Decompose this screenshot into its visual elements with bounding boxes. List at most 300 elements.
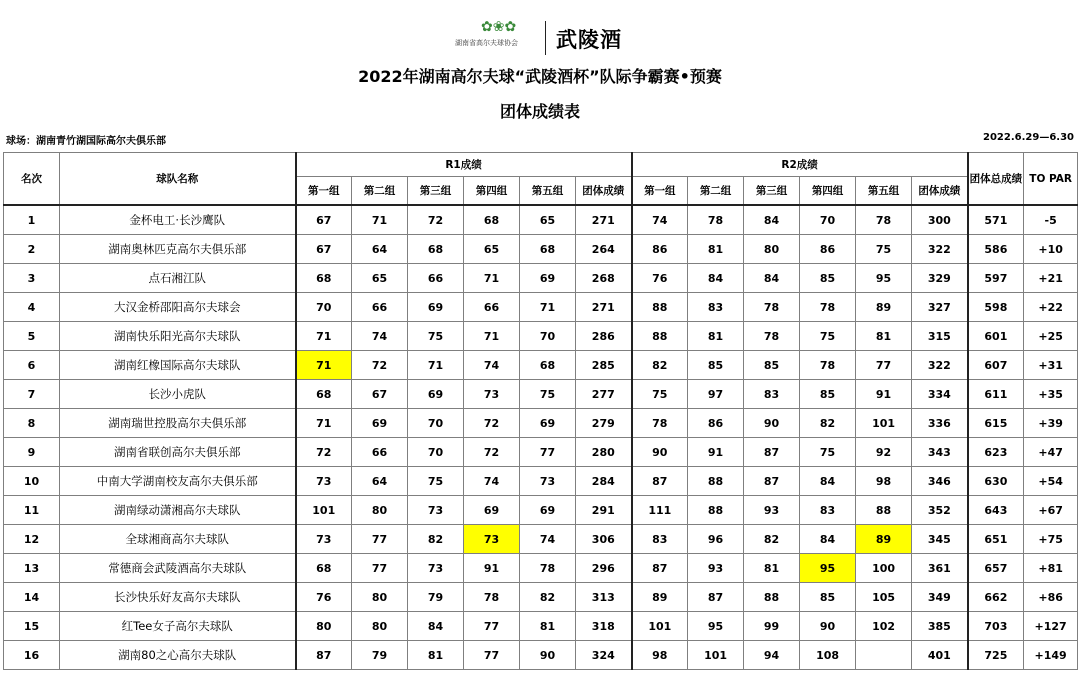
r1-group-score-cell: 77 — [352, 554, 408, 583]
r2-group-score-cell: 83 — [800, 496, 856, 525]
r2-group-score-cell: 88 — [632, 322, 688, 351]
table-row — [4, 293, 1078, 322]
r2-group-score-cell: 85 — [800, 380, 856, 409]
r1-group-score-cell: 73 — [408, 496, 464, 525]
team-name-cell: 红Tee女子高尔夫球队 — [60, 612, 296, 641]
r1-group-score-cell: 73 — [464, 525, 520, 554]
to-par-cell: +47 — [1024, 438, 1078, 467]
r1-group-score-cell: 73 — [464, 380, 520, 409]
r2-group-score-cell: 75 — [800, 438, 856, 467]
r1-group-score-cell: 64 — [352, 467, 408, 496]
r2-group-score-cell: 88 — [688, 496, 744, 525]
r2-group-score-cell: 90 — [632, 438, 688, 467]
total-score-cell: 703 — [968, 612, 1024, 641]
r2-group-score-cell: 77 — [856, 351, 912, 380]
r1-group-score-cell: 73 — [296, 467, 352, 496]
header-total: 团体总成绩 — [968, 153, 1024, 206]
total-score-cell: 630 — [968, 467, 1024, 496]
rank-cell: 3 — [4, 264, 60, 293]
r1-team-score-cell: 271 — [576, 205, 632, 235]
r1-group-score-cell: 71 — [464, 322, 520, 351]
association-logo-text: 湖南省高尔夫球协会 — [455, 39, 518, 47]
r2-group-score-cell: 82 — [800, 409, 856, 438]
r1-group-score-cell: 71 — [520, 293, 576, 322]
r1-team-score-cell: 286 — [576, 322, 632, 351]
r2-group-score-cell: 98 — [632, 641, 688, 670]
date-label: 2022.6.29—6.30 — [983, 132, 1074, 143]
r2-group-score-cell: 95 — [688, 612, 744, 641]
total-score-cell: 601 — [968, 322, 1024, 351]
total-score-cell: 662 — [968, 583, 1024, 612]
rank-cell: 2 — [4, 235, 60, 264]
logo-divider — [545, 21, 546, 55]
r2-group-score-cell: 91 — [688, 438, 744, 467]
r2-group-score-cell: 97 — [688, 380, 744, 409]
rank-cell: 12 — [4, 525, 60, 554]
r1-group-score-cell: 72 — [352, 351, 408, 380]
r1-team-score-cell: 264 — [576, 235, 632, 264]
r1-group-score-cell: 75 — [520, 380, 576, 409]
r1-team-score-cell: 313 — [576, 583, 632, 612]
r1-group-score-cell: 77 — [464, 612, 520, 641]
r2-group-score-cell: 83 — [744, 380, 800, 409]
venue-label: 球场：湖南青竹湖国际高尔夫俱乐部 — [6, 136, 166, 147]
r2-team-score-cell: 345 — [912, 525, 968, 554]
r2-group-score-cell: 89 — [856, 525, 912, 554]
team-name-cell: 金杯电工·长沙鹰队 — [60, 205, 296, 235]
to-par-cell: +31 — [1024, 351, 1078, 380]
to-par-cell: +54 — [1024, 467, 1078, 496]
r1-group-score-cell: 65 — [520, 205, 576, 235]
rank-cell: 10 — [4, 467, 60, 496]
r2-group-score-cell: 94 — [744, 641, 800, 670]
r2-group-score-cell: 85 — [744, 351, 800, 380]
table-row — [4, 467, 1078, 496]
r2-group-score-cell: 90 — [800, 612, 856, 641]
r1-group-score-cell: 82 — [408, 525, 464, 554]
r1-group-score-cell: 68 — [296, 264, 352, 293]
r2-group-score-cell: 88 — [856, 496, 912, 525]
r1-group-score-cell: 65 — [464, 235, 520, 264]
r2-group-score-cell: 81 — [688, 235, 744, 264]
r1-group-score-cell: 70 — [408, 438, 464, 467]
r2-group-header: 第三组 — [744, 177, 800, 206]
rank-cell: 13 — [4, 554, 60, 583]
r2-group-score-cell: 75 — [856, 235, 912, 264]
r1-group-score-cell: 74 — [464, 467, 520, 496]
r1-group-score-cell: 80 — [352, 612, 408, 641]
r2-group-score-cell: 78 — [744, 293, 800, 322]
r1-group-score-cell: 76 — [296, 583, 352, 612]
r2-group-score-cell: 86 — [688, 409, 744, 438]
to-par-cell: +149 — [1024, 641, 1078, 670]
r2-group-score-cell: 100 — [856, 554, 912, 583]
r2-group-score-cell: 78 — [688, 205, 744, 235]
to-par-cell: +21 — [1024, 264, 1078, 293]
r2-group-score-cell: 70 — [800, 205, 856, 235]
table-row — [4, 205, 1078, 235]
total-score-cell: 586 — [968, 235, 1024, 264]
r1-group-score-cell: 66 — [352, 438, 408, 467]
page-title: 2022年湖南高尔夫球“武陵酒杯”队际争霸赛•预赛 — [358, 67, 722, 86]
team-name-cell: 长沙快乐好友高尔夫球队 — [60, 583, 296, 612]
page-subtitle: 团体成绩表 — [499, 102, 580, 121]
r2-team-score-cell: 322 — [912, 351, 968, 380]
r1-group-score-cell: 73 — [408, 554, 464, 583]
r2-group-score-cell: 82 — [744, 525, 800, 554]
r2-team-score-cell: 361 — [912, 554, 968, 583]
total-score-cell: 643 — [968, 496, 1024, 525]
r2-team-score-cell: 346 — [912, 467, 968, 496]
to-par-cell: -5 — [1024, 205, 1078, 235]
rank-cell: 1 — [4, 205, 60, 235]
r2-group-score-cell: 95 — [856, 264, 912, 293]
rank-cell: 16 — [4, 641, 60, 670]
r2-group-score-cell: 84 — [744, 205, 800, 235]
r1-team-score-cell: 318 — [576, 612, 632, 641]
r2-group-score-cell: 76 — [632, 264, 688, 293]
r2-group-score-cell: 87 — [744, 467, 800, 496]
r2-team-score-cell: 315 — [912, 322, 968, 351]
to-par-cell: +39 — [1024, 409, 1078, 438]
r1-group-score-cell: 75 — [408, 322, 464, 351]
r2-group-score-cell: 102 — [856, 612, 912, 641]
table-row — [4, 612, 1078, 641]
r1-team-score-cell: 277 — [576, 380, 632, 409]
to-par-cell: +10 — [1024, 235, 1078, 264]
r2-group-score-cell: 78 — [800, 351, 856, 380]
to-par-cell: +22 — [1024, 293, 1078, 322]
r2-group-score-cell: 83 — [632, 525, 688, 554]
r1-group-score-cell: 69 — [352, 409, 408, 438]
r2-group-score-cell: 91 — [856, 380, 912, 409]
r2-group-score-cell: 84 — [800, 467, 856, 496]
r2-group-score-cell: 87 — [632, 554, 688, 583]
r1-group-score-cell: 77 — [352, 525, 408, 554]
r2-group-score-cell: 78 — [744, 322, 800, 351]
r2-group-score-cell: 78 — [856, 205, 912, 235]
r1-group-score-cell: 73 — [520, 467, 576, 496]
team-name-cell: 常德商会武陵酒高尔夫球队 — [60, 554, 296, 583]
r1-group-score-cell: 72 — [296, 438, 352, 467]
r1-group-score-cell: 68 — [464, 205, 520, 235]
r2-group-score-cell: 78 — [632, 409, 688, 438]
r1-group-score-cell: 72 — [464, 438, 520, 467]
total-score-cell: 611 — [968, 380, 1024, 409]
total-score-cell: 597 — [968, 264, 1024, 293]
table-row — [4, 235, 1078, 264]
r1-team-score-cell: 279 — [576, 409, 632, 438]
table-row — [4, 351, 1078, 380]
r2-group-score-cell: 96 — [688, 525, 744, 554]
r1-group-score-cell: 81 — [408, 641, 464, 670]
r1-group-score-cell: 91 — [464, 554, 520, 583]
r1-group-score-cell: 67 — [352, 380, 408, 409]
r1-group-score-cell: 68 — [296, 554, 352, 583]
r2-group-score-cell: 86 — [632, 235, 688, 264]
r2-group-score-cell: 105 — [856, 583, 912, 612]
r1-group-score-cell: 81 — [520, 612, 576, 641]
rank-cell: 6 — [4, 351, 60, 380]
r1-group-score-cell: 90 — [520, 641, 576, 670]
r2-group-score-cell: 93 — [688, 554, 744, 583]
total-score-cell: 725 — [968, 641, 1024, 670]
r1-group-score-cell: 69 — [520, 264, 576, 293]
rank-cell: 11 — [4, 496, 60, 525]
table-row — [4, 322, 1078, 351]
association-logo — [455, 20, 535, 48]
r2-team-score-cell: 401 — [912, 641, 968, 670]
r1-group-score-cell: 68 — [408, 235, 464, 264]
r2-group-header: 第四组 — [800, 177, 856, 206]
r1-team-score-cell: 268 — [576, 264, 632, 293]
r1-group-score-cell: 71 — [296, 409, 352, 438]
r2-group-score-cell: 87 — [688, 583, 744, 612]
r1-group-score-cell: 79 — [408, 583, 464, 612]
r2-group-score-cell: 83 — [688, 293, 744, 322]
r2-group-score-cell: 89 — [632, 583, 688, 612]
r1-group-score-cell: 69 — [520, 409, 576, 438]
r2-group-score-cell: 90 — [744, 409, 800, 438]
r2-group-score-cell: 101 — [856, 409, 912, 438]
header-rank: 名次 — [4, 153, 60, 206]
total-score-cell: 598 — [968, 293, 1024, 322]
r2-group-score-cell: 95 — [800, 554, 856, 583]
r1-group-score-cell: 66 — [408, 264, 464, 293]
r1-group-score-cell: 77 — [464, 641, 520, 670]
team-name-cell: 湖南省联创高尔夫俱乐部 — [60, 438, 296, 467]
to-par-cell: +127 — [1024, 612, 1078, 641]
table-row — [4, 641, 1078, 670]
r1-group-score-cell: 73 — [296, 525, 352, 554]
r1-group-score-cell: 71 — [464, 264, 520, 293]
r2-group-score-cell: 74 — [632, 205, 688, 235]
team-name-cell: 全球湘商高尔夫球队 — [60, 525, 296, 554]
r2-team-score-cell: 327 — [912, 293, 968, 322]
r2-group-score-cell: 84 — [688, 264, 744, 293]
r2-group-score-cell: 82 — [632, 351, 688, 380]
r2-group-score-cell: 75 — [632, 380, 688, 409]
r1-group-score-cell: 65 — [352, 264, 408, 293]
total-score-cell: 607 — [968, 351, 1024, 380]
total-score-cell: 657 — [968, 554, 1024, 583]
r1-group-score-cell: 67 — [296, 205, 352, 235]
r2-group-score-cell: 81 — [744, 554, 800, 583]
r2-team-score-cell: 300 — [912, 205, 968, 235]
total-score-cell: 651 — [968, 525, 1024, 554]
r2-group-score-cell: 98 — [856, 467, 912, 496]
r1-team-score-cell: 284 — [576, 467, 632, 496]
r1-group-score-cell: 70 — [296, 293, 352, 322]
r1-group-score-cell: 66 — [464, 293, 520, 322]
r2-team-score-cell: 322 — [912, 235, 968, 264]
sponsor-logo: 武陵酒 — [556, 27, 622, 52]
to-par-cell: +81 — [1024, 554, 1078, 583]
r2-group-score-cell: 75 — [800, 322, 856, 351]
team-name-cell: 大汉金桥邵阳高尔夫球会 — [60, 293, 296, 322]
r1-group-score-cell: 71 — [352, 205, 408, 235]
r1-group-score-cell: 72 — [408, 205, 464, 235]
r2-group-header: 团体成绩 — [912, 177, 968, 206]
header-r2: R2成绩 — [632, 153, 968, 177]
r2-group-score-cell: 99 — [744, 612, 800, 641]
team-name-cell: 湖南绿动潇湘高尔夫球队 — [60, 496, 296, 525]
r1-group-score-cell: 71 — [296, 322, 352, 351]
total-score-cell: 615 — [968, 409, 1024, 438]
table-row — [4, 525, 1078, 554]
r2-group-score-cell: 84 — [800, 525, 856, 554]
r2-group-header: 第一组 — [632, 177, 688, 206]
r1-group-score-cell: 69 — [464, 496, 520, 525]
r2-group-score-cell: 85 — [800, 583, 856, 612]
r2-group-score-cell: 85 — [688, 351, 744, 380]
r1-group-score-cell: 68 — [520, 351, 576, 380]
r1-group-score-cell: 87 — [296, 641, 352, 670]
rank-cell: 4 — [4, 293, 60, 322]
r1-group-header: 第三组 — [408, 177, 464, 206]
r2-team-score-cell: 329 — [912, 264, 968, 293]
r1-group-score-cell: 71 — [408, 351, 464, 380]
r1-group-score-cell: 80 — [352, 496, 408, 525]
team-name-cell: 湖南奥林匹克高尔夫俱乐部 — [60, 235, 296, 264]
table-row — [4, 409, 1078, 438]
r1-group-score-cell: 80 — [296, 612, 352, 641]
to-par-cell: +25 — [1024, 322, 1078, 351]
total-score-cell: 623 — [968, 438, 1024, 467]
r2-group-score-cell: 78 — [800, 293, 856, 322]
r2-team-score-cell: 349 — [912, 583, 968, 612]
rank-cell: 14 — [4, 583, 60, 612]
to-par-cell: +75 — [1024, 525, 1078, 554]
r1-group-score-cell: 66 — [352, 293, 408, 322]
r2-group-score-cell: 87 — [744, 438, 800, 467]
r1-group-score-cell: 72 — [464, 409, 520, 438]
r2-group-header: 第二组 — [688, 177, 744, 206]
r1-group-score-cell: 78 — [464, 583, 520, 612]
table-row — [4, 496, 1078, 525]
team-name-cell: 湖南快乐阳光高尔夫球队 — [60, 322, 296, 351]
r2-group-score-cell: 87 — [632, 467, 688, 496]
r2-group-score-cell: 88 — [632, 293, 688, 322]
r1-group-score-cell: 69 — [520, 496, 576, 525]
r1-group-score-cell: 101 — [296, 496, 352, 525]
table-row — [4, 264, 1078, 293]
r1-group-score-cell: 80 — [352, 583, 408, 612]
results-table — [3, 152, 1078, 670]
r1-group-score-cell: 68 — [520, 235, 576, 264]
r2-group-score-cell: 84 — [744, 264, 800, 293]
table-row — [4, 583, 1078, 612]
r2-group-score-cell: 88 — [744, 583, 800, 612]
r1-group-header: 团体成绩 — [576, 177, 632, 206]
r2-group-score-cell: 85 — [800, 264, 856, 293]
table-row — [4, 554, 1078, 583]
rank-cell: 9 — [4, 438, 60, 467]
table-row — [4, 380, 1078, 409]
rank-cell: 8 — [4, 409, 60, 438]
r2-team-score-cell: 385 — [912, 612, 968, 641]
r2-group-score-cell: 108 — [800, 641, 856, 670]
rank-cell: 5 — [4, 322, 60, 351]
r1-group-score-cell: 77 — [520, 438, 576, 467]
r1-group-score-cell: 84 — [408, 612, 464, 641]
rank-cell: 7 — [4, 380, 60, 409]
r1-team-score-cell: 291 — [576, 496, 632, 525]
rank-cell: 15 — [4, 612, 60, 641]
team-name-cell: 湖南瑞世控股高尔夫俱乐部 — [60, 409, 296, 438]
r1-group-score-cell: 68 — [296, 380, 352, 409]
table-row — [4, 438, 1078, 467]
r1-group-score-cell: 70 — [520, 322, 576, 351]
team-name-cell: 长沙小虎队 — [60, 380, 296, 409]
r1-group-header: 第二组 — [352, 177, 408, 206]
r2-team-score-cell: 336 — [912, 409, 968, 438]
header-r1: R1成绩 — [296, 153, 632, 177]
r1-group-score-cell: 64 — [352, 235, 408, 264]
r2-group-score-cell: 81 — [856, 322, 912, 351]
r2-group-score-cell: 86 — [800, 235, 856, 264]
r1-group-score-cell: 79 — [352, 641, 408, 670]
r1-group-score-cell: 71 — [296, 351, 352, 380]
r2-group-score-cell: 101 — [632, 612, 688, 641]
r2-team-score-cell: 352 — [912, 496, 968, 525]
r1-group-score-cell: 74 — [464, 351, 520, 380]
r2-group-score-cell: 92 — [856, 438, 912, 467]
r2-group-score-cell: 80 — [744, 235, 800, 264]
r2-group-score-cell: 101 — [688, 641, 744, 670]
r2-group-score-cell: 93 — [744, 496, 800, 525]
r1-group-score-cell: 74 — [352, 322, 408, 351]
r1-group-score-cell: 82 — [520, 583, 576, 612]
r2-group-score-cell: 111 — [632, 496, 688, 525]
r1-group-score-cell: 69 — [408, 293, 464, 322]
r2-group-score-cell: 81 — [688, 322, 744, 351]
to-par-cell: +86 — [1024, 583, 1078, 612]
to-par-cell: +35 — [1024, 380, 1078, 409]
r1-group-score-cell: 78 — [520, 554, 576, 583]
header-logos — [0, 10, 1080, 50]
header-topar: TO PAR — [1024, 153, 1078, 206]
r1-team-score-cell: 280 — [576, 438, 632, 467]
r1-group-score-cell: 74 — [520, 525, 576, 554]
r2-group-score-cell: 88 — [688, 467, 744, 496]
r2-group-score-cell: 89 — [856, 293, 912, 322]
total-score-cell: 571 — [968, 205, 1024, 235]
r1-group-score-cell: 70 — [408, 409, 464, 438]
r2-group-score-cell — [856, 641, 912, 670]
r1-group-score-cell: 67 — [296, 235, 352, 264]
to-par-cell: +67 — [1024, 496, 1078, 525]
team-name-cell: 湖南红橡国际高尔夫球队 — [60, 351, 296, 380]
r1-team-score-cell: 306 — [576, 525, 632, 554]
r1-team-score-cell: 271 — [576, 293, 632, 322]
r1-team-score-cell: 285 — [576, 351, 632, 380]
header-team: 球队名称 — [60, 153, 296, 206]
team-name-cell: 中南大学湖南校友高尔夫俱乐部 — [60, 467, 296, 496]
r1-group-header: 第四组 — [464, 177, 520, 206]
r1-team-score-cell: 296 — [576, 554, 632, 583]
lotus-icon: ✿❀✿ — [481, 19, 517, 35]
r1-group-score-cell: 69 — [408, 380, 464, 409]
r1-group-header: 第五组 — [520, 177, 576, 206]
team-name-cell: 点石湘江队 — [60, 264, 296, 293]
r1-group-score-cell: 75 — [408, 467, 464, 496]
team-name-cell: 湖南80之心高尔夫球队 — [60, 641, 296, 670]
r2-team-score-cell: 343 — [912, 438, 968, 467]
r2-team-score-cell: 334 — [912, 380, 968, 409]
r1-group-header: 第一组 — [296, 177, 352, 206]
r2-group-header: 第五组 — [856, 177, 912, 206]
